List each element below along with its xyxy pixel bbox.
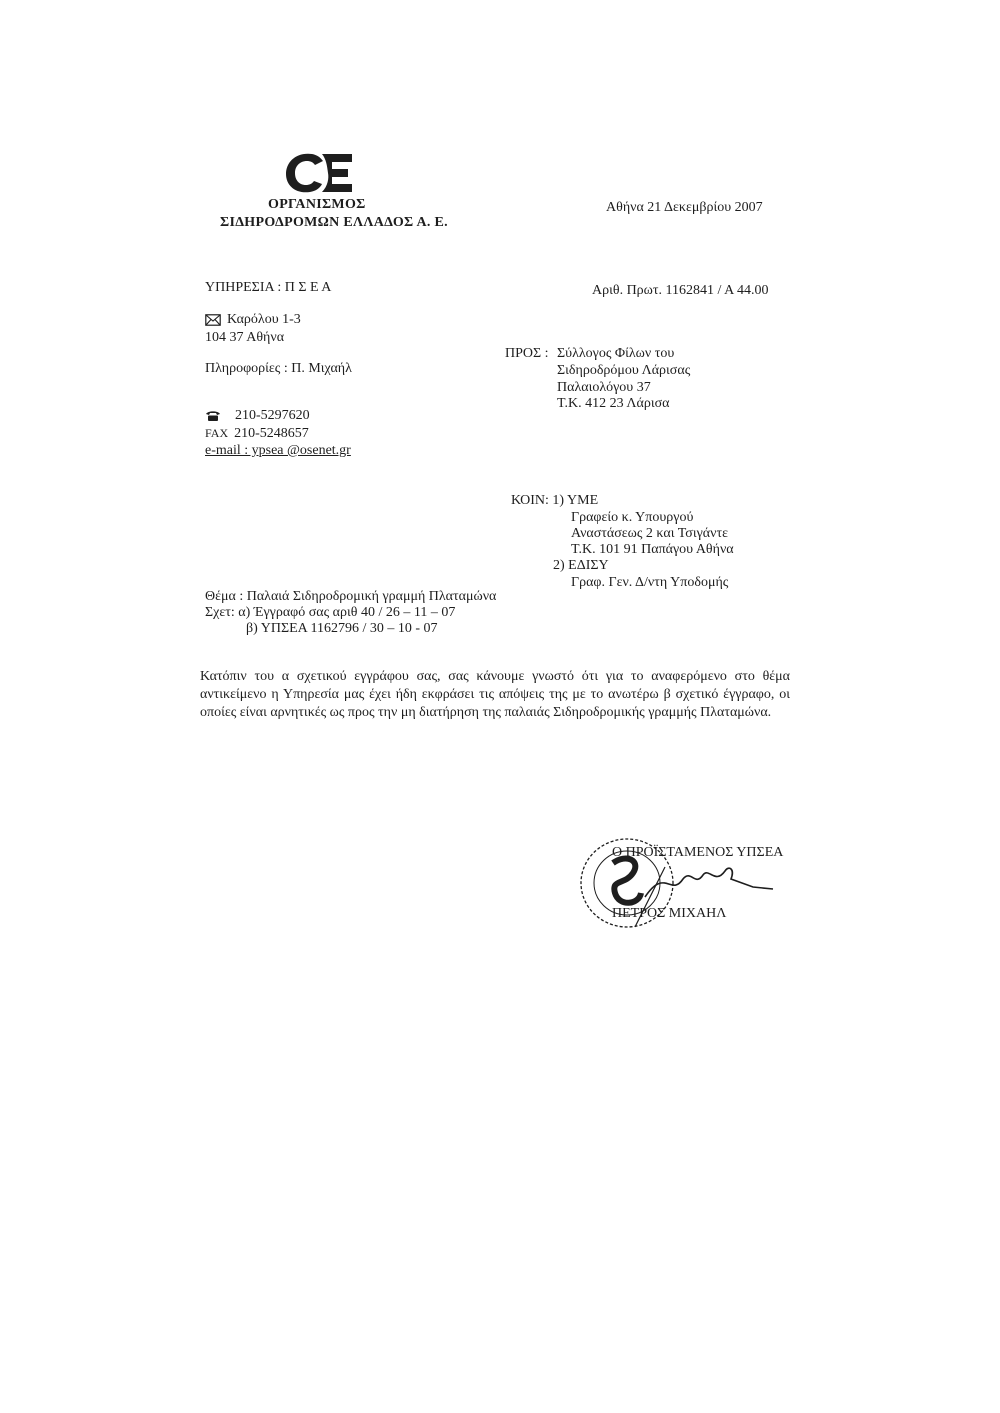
sender-email: e-mail : ypsea @osenet.gr [205,443,351,458]
cc-line2: Αναστάσεως 2 και Τσιγάντε [571,526,728,541]
fax-label: FAX [205,426,229,440]
telephone-icon [205,410,221,422]
recipient-line4: Τ.Κ. 412 23 Λάρισα [557,396,670,411]
sender-info: Πληροφορίες : Π. Μιχαήλ [205,361,352,376]
org-name-line2: ΣΙΔΗΡΟΔΡΟΜΩΝ ΕΛΛΑΔΟΣ Α. Ε. [220,215,448,230]
sender-service: ΥΠΗΡΕΣΙΑ : Π Σ Ε Α [205,280,332,295]
signature-name: ΠΕΤΡΟΣ ΜΙΧΑΗΛ [612,906,727,921]
recipient-line2: Σιδηροδρόμου Λάρισας [557,363,691,378]
cc-label: ΚΟΙΝ: 1) ΥΜΕ [511,493,599,508]
protocol-number: Αριθ. Πρωτ. 1162841 / Α 44.00 [592,283,769,298]
recipient-line1: Σύλλογος Φίλων του [557,346,675,361]
fax-number: 210-5248657 [234,426,309,441]
cc-line5: Γραφ. Γεν. Δ/ντη Υποδομής [571,575,729,590]
sender-fax [205,426,309,442]
subject-line: Θέμα : Παλαιά Σιδηροδρομική γραμμή Πλαταμώνα [205,589,497,604]
reference-line-a: Σχετ: α) Έγγραφό σας αριθ 40 / 26 – 11 – 07 [205,605,456,620]
envelope-icon [205,314,221,326]
cc-line3: Τ.Κ. 101 91 Παπάγου Αθήνα [571,542,734,557]
cc-line4: 2) ΕΔΙΣΥ [553,558,609,573]
signature-title: Ο ΠΡΟΪΣΤΑΜΕΝΟΣ ΥΠΣΕΑ [612,845,784,860]
recipient-line3: Παλαιολόγου 37 [557,380,651,395]
sender-phone [205,408,310,424]
cc-line1: Γραφείο κ. Υπουργού [571,510,694,525]
reference-line-b: β) ΥΠΣΕΑ 1162796 / 30 – 10 - 07 [246,621,438,636]
letter-body: Κατόπιν του α σχετικού εγγράφου σας, σας κάνουμε γνωστό ότι για το αναφερόμενο στο θέμα αντικείμενο η Υπηρεσία μας έχει ήδη εκφράσει τις απόψεις της με το ανωτέρω β σχετικό έγγραφο, οι οποίες είναι αρνητικές ως προς την μη διατήρηση της παλαιάς Σιδηροδρομικής γραμμής Πλαταμώνα. [200,669,790,720]
address-street: Καρόλου 1-3 [227,312,301,327]
ose-logo-icon [282,148,356,198]
sender-address-line1 [205,312,301,328]
sender-address-line2: 104 37 Αθήνα [205,330,285,345]
phone-number: 210-5297620 [235,408,310,423]
recipient-label: ΠΡΟΣ : [505,346,549,361]
letter-date: Αθήνα 21 Δεκεμβρίου 2007 [606,200,763,215]
org-name-line1: ΟΡΓΑΝΙΣΜΟΣ [268,197,366,212]
